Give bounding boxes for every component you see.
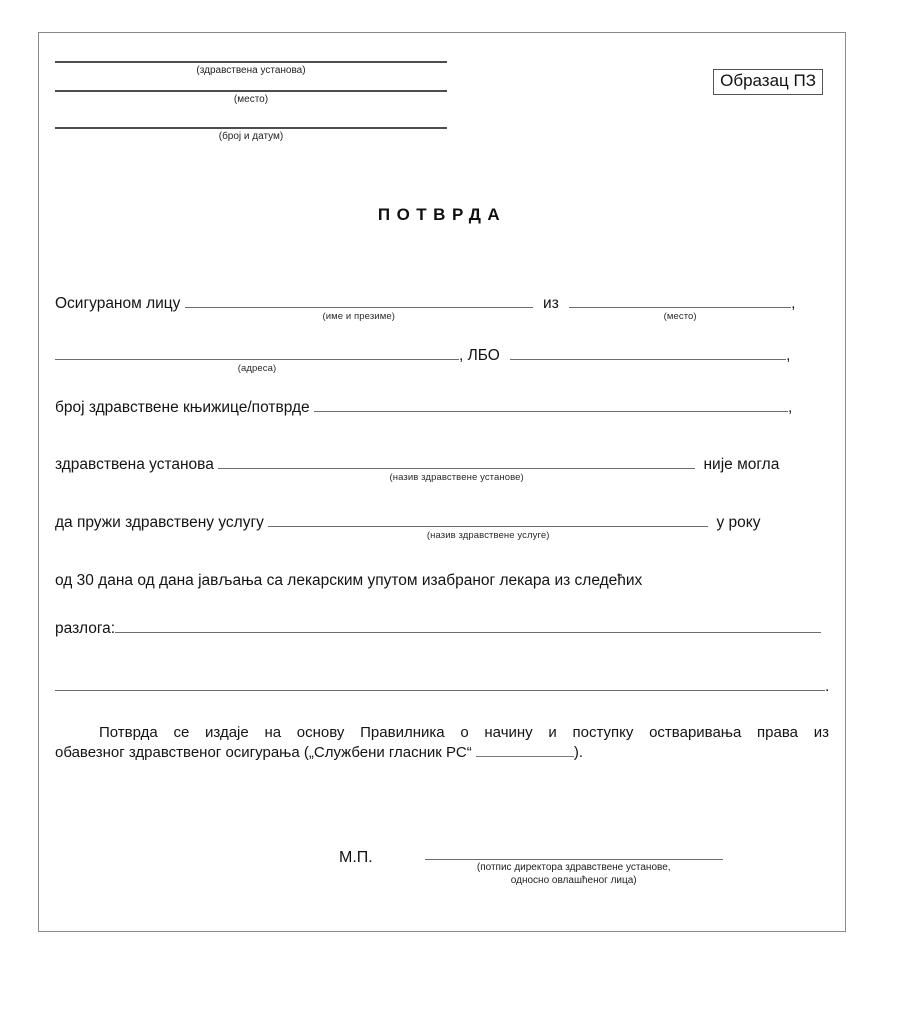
field-insured-place-caption: (место) [663,310,697,322]
form-line-institution [55,456,831,484]
signature-area [339,839,759,887]
field-insured-name-caption: (име и презиме) [322,310,395,322]
field-booklet-number[interactable] [314,399,788,411]
label-insured-person: Осигураном лицу [55,295,181,312]
form-line-booklet-number [55,399,831,417]
field-institution-name-caption: (назив здравствене установе) [389,472,524,484]
suffix-could-not: није могла [703,456,780,474]
form-line-address-lbo [55,346,831,374]
header-fields [55,61,447,144]
line1-trailing-comma: , [791,295,796,312]
field-address[interactable] [55,347,459,374]
line3-trailing-comma: , [787,398,793,416]
field-address-caption: (адреса) [237,362,277,374]
header-field-number-date [55,127,447,142]
field-reasons-2[interactable] [55,679,825,691]
form-code-box: Образац ПЗ [713,69,823,95]
header-field-place [55,90,447,105]
field-service-name-caption: (назив здравствене услуге) [426,530,550,542]
line8-trailing-period: . [825,677,830,695]
legal-paragraph-line2 [55,743,829,763]
header-field-institution-caption: (здравствена установа) [196,65,306,76]
signature-caption-line1: (потпис директора здравствене установе, [476,862,671,873]
field-insured-name[interactable] [185,295,533,322]
header-field-institution [55,61,447,76]
legal-paragraph-text-2a: обавезног здравственог осигурања ( [55,744,309,762]
field-reasons-1[interactable] [115,621,821,633]
page-title: ПОТВРДА [377,205,507,224]
form-line-reasons [55,620,831,638]
label-lbo: , ЛБО [459,346,500,364]
field-insured-place[interactable] [569,295,791,322]
suffix-within-term: у року [716,514,761,532]
label-booklet-number: број здравствене књижице/потврде [55,398,310,416]
label-service: да пружи здравствену услугу [55,514,264,532]
form-line-service [55,514,831,542]
signature-caption-line2: односно овлашћеног лица) [510,874,637,886]
quote-close: “ [466,744,472,762]
gazette-name: Службени гласник РС [313,744,467,762]
line2-trailing-comma: , [786,346,791,364]
legal-paragraph-text-1: Потврда се издаје на основу Правилника о начину и поступку остваривања права из [99,724,829,741]
label-institution: здравствена установа [55,456,214,474]
legal-paragraph [55,723,829,764]
header-field-number-date-caption: (број и датум) [218,131,284,142]
field-signature[interactable] [425,839,723,860]
form-line-insured-person [55,295,831,322]
document-page [38,32,846,932]
stamp-placeholder: М.П. [339,849,373,866]
form-line-reasons-2 [55,678,831,696]
form-body [55,295,831,696]
field-lbo[interactable] [510,348,786,360]
legal-paragraph-line1 [55,723,829,743]
legal-paragraph-text-2b: ). [573,744,584,762]
signature-caption [425,860,723,887]
form-line-thirty-days: од 30 дана од дана јављања са лекарским упутом изабраног лекара из следећих [55,572,643,590]
field-gazette-number[interactable] [476,745,574,757]
quote-open: „ [308,744,314,762]
label-reasons: разлога: [55,619,116,637]
connector-from: из [543,295,559,312]
field-institution-name[interactable] [218,456,695,484]
field-service-name[interactable] [268,514,708,542]
header-field-place-caption: (место) [233,94,269,105]
